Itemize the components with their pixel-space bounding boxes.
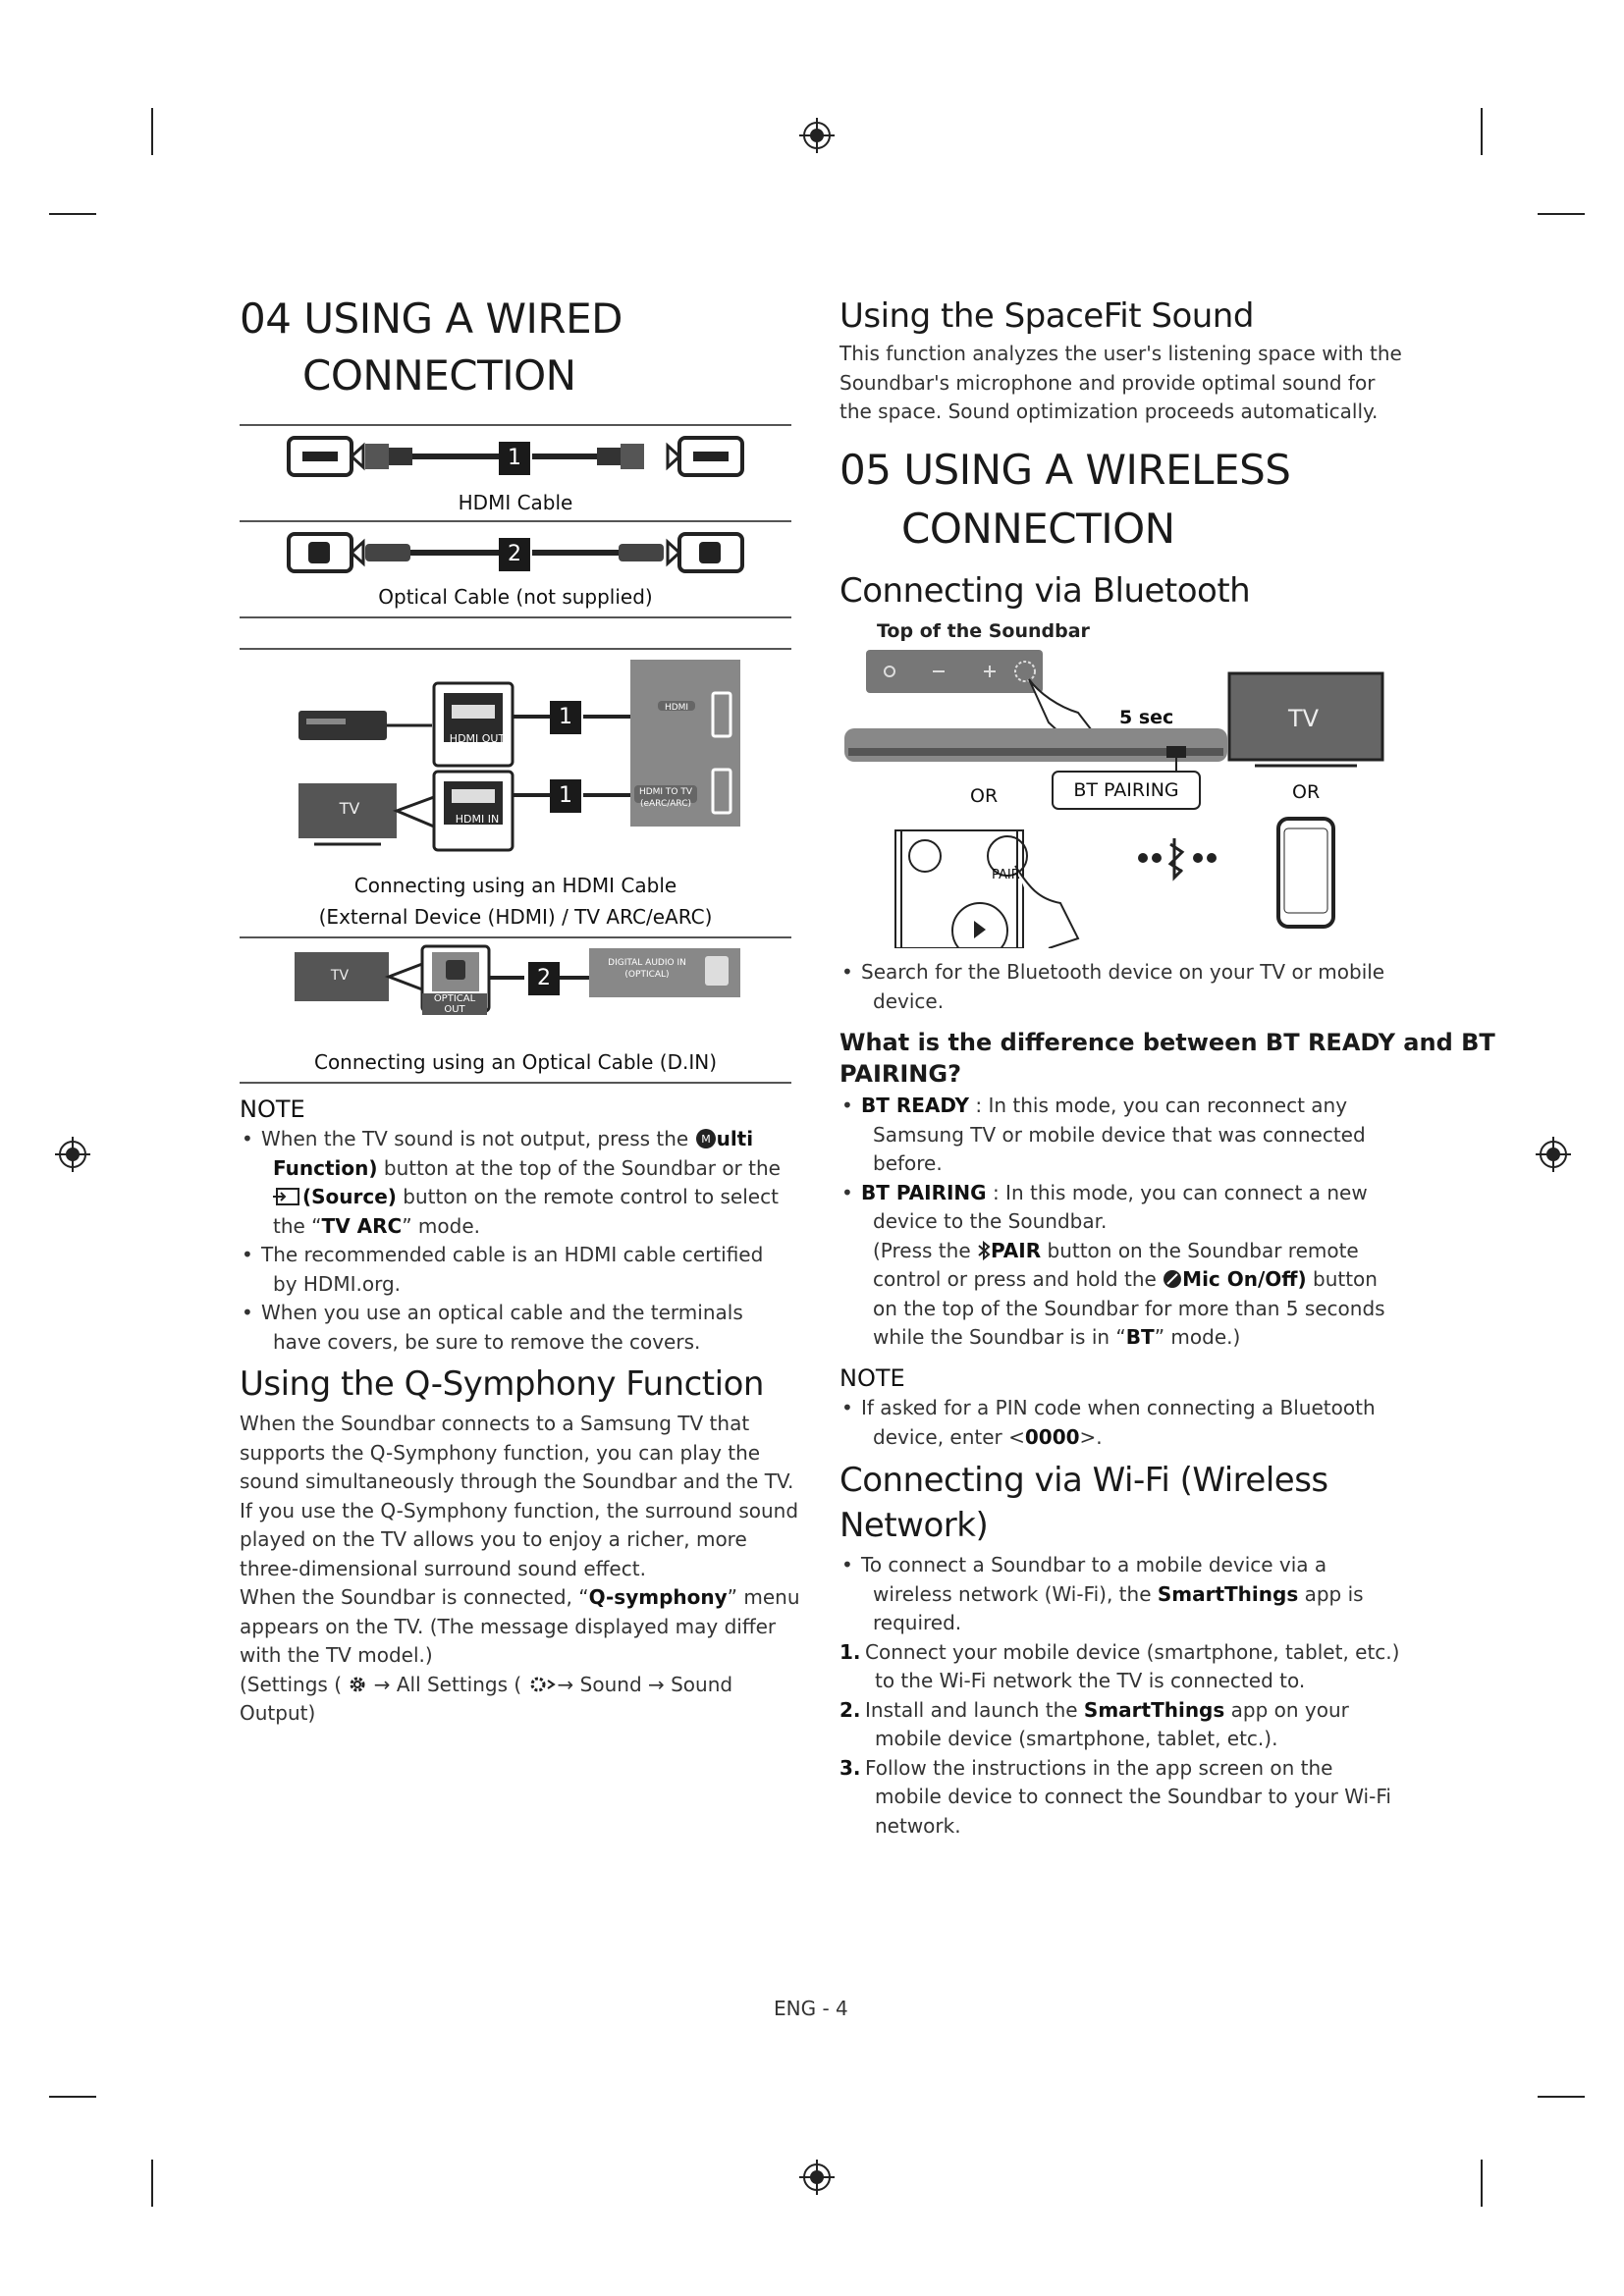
qsymphony-title: Using the Q-Symphony Function <box>240 1364 764 1404</box>
registration-mark-icon <box>1534 1135 1573 1174</box>
optical-badge-2: 2 <box>528 962 560 995</box>
wifi-bullet-item: • To connect a Soundbar to a mobile device via a wireless network (Wi-Fi), the SmartThings app is required. <box>839 1551 1438 1638</box>
five-sec-label: 5 sec <box>1119 707 1174 728</box>
divider <box>240 616 791 618</box>
divider <box>240 424 791 426</box>
hdmi-connection-diagram <box>295 660 746 852</box>
bt-mode-list <box>839 1092 1438 1353</box>
divider <box>240 648 791 650</box>
registration-mark-icon <box>53 1135 92 1174</box>
crop-mark <box>49 213 96 215</box>
cable-badge-2: 2 <box>499 538 530 571</box>
or-left-label: OR <box>970 785 999 807</box>
top-of-soundbar-label: Top of the Soundbar <box>877 620 1090 642</box>
bt-pairing-box-label: BT PAIRING <box>1073 779 1179 801</box>
wifi-step-2: 2. Install and launch the SmartThings app on your mobile device (smartphone, tablet, etc.). <box>839 1697 1349 1750</box>
wifi-step-3: 3. Follow the instructions in the app screen on the mobile device to connect the Soundbar to your Wi-Fi network. <box>839 1755 1391 1838</box>
bt-pairing-item: • BT PAIRING : In this mode, you can connect a new device to the Soundbar. (Press the PAIR button on the Soundbar remote control or press and hold the Mic On/Off) button on the top of the Soundbar for more than 5 seconds while the Soundbar is in “BT” mode.) <box>839 1179 1438 1353</box>
section-04-title-line2: CONNECTION <box>302 351 576 400</box>
wifi-title-2: Network) <box>839 1506 989 1545</box>
qsymphony-body: When the Soundbar connects to a Samsung TV that supports the Q-Symphony function, you can play the sound simultaneously through the Soundbar and the TV. If you use the Q-Symphony function, the surround sound played on the TV allows you to enjoy a richer, more three-dimensional surround sound effect. When the Soundbar is connected, “Q-symphony” menu appears on the TV. (The message displayed may differ with the TV model.) (Settings ( → All Settings ( → Sound → Sound Output) <box>240 1412 800 1725</box>
all-settings-icon <box>528 1675 558 1694</box>
hdmi-badge-1: 1 <box>550 701 581 734</box>
bt-note-list <box>839 1394 1438 1452</box>
hdmi-port-label: HDMI <box>664 703 689 713</box>
spacefit-title: Using the SpaceFit Sound <box>839 296 1254 336</box>
cable-badge-1: 1 <box>499 442 530 475</box>
hdmi-in-label: HDMI IN <box>455 813 500 826</box>
note-title: NOTE <box>240 1095 305 1123</box>
svg-text:M: M <box>700 1133 711 1146</box>
optical-diagram-caption: Connecting using an Optical Cable (D.IN) <box>313 1050 717 1074</box>
note-item: • When the TV sound is not output, press the M ulti Function) button at the top of the Soundbar or the (Source) button on the remote control to select the “TV ARC” mode. <box>240 1125 799 1241</box>
hdmi-out-label: HDMI OUT <box>449 732 506 745</box>
pair-button-label: PAIR <box>992 868 1020 882</box>
crop-mark <box>1481 108 1483 155</box>
note-item: • When you use an optical cable and the terminals have covers, be sure to remove the covers. <box>240 1299 799 1357</box>
crop-mark <box>151 108 153 155</box>
settings-gear-icon <box>348 1675 367 1694</box>
or-right-label: OR <box>1292 781 1321 803</box>
crop-mark <box>1481 2160 1483 2207</box>
hdmi-cable-label: HDMI Cable <box>458 491 573 514</box>
hdmi-to-tv-label: HDMI TO TV <box>638 787 693 797</box>
section-title-line1: USING A WIRED <box>303 294 623 343</box>
bt-diff-title-1: What is the difference between BT READY and BT <box>839 1029 1495 1056</box>
registration-mark-icon <box>797 116 837 155</box>
digital-in-label-1: DIGITAL AUDIO IN <box>608 958 686 968</box>
bluetooth-title: Connecting via Bluetooth <box>839 571 1251 611</box>
optical-out-label: OPTICAL OUT <box>422 993 487 1015</box>
wifi-bullet-list <box>839 1551 1438 1841</box>
registration-mark-icon <box>797 2158 837 2197</box>
page-number: ENG - 4 <box>774 1997 848 2020</box>
bt-diff-title-2: PAIRING? <box>839 1060 962 1088</box>
tv-label: TV <box>339 799 360 818</box>
bluetooth-icon <box>977 1241 991 1260</box>
hdmi-badge-1b: 1 <box>550 779 581 813</box>
crop-mark <box>1538 213 1585 215</box>
bt-note-title: NOTE <box>839 1364 905 1392</box>
multi-function-icon <box>695 1128 717 1149</box>
wifi-title-1: Connecting via Wi-Fi (Wireless <box>839 1461 1328 1500</box>
crop-mark <box>49 2096 96 2098</box>
bt-bullet-list <box>839 958 1429 1016</box>
section-04-title <box>240 291 623 347</box>
bt-ready-item: • BT READY : In this mode, you can reconnect any Samsung TV or mobile device that was connected before. <box>839 1092 1438 1179</box>
hdmi-diagram-caption-2: (External Device (HDMI) / TV ARC/eARC) <box>318 905 713 929</box>
divider <box>240 1082 791 1084</box>
digital-in-label-2: (OPTICAL) <box>624 970 670 980</box>
bt-bullet-item: • Search for the Bluetooth device on your TV or mobile device. <box>839 958 1429 1016</box>
section-number: 04 <box>240 294 292 343</box>
divider <box>240 936 791 938</box>
crop-mark <box>151 2160 153 2207</box>
optical-cable-label: Optical Cable (not supplied) <box>378 585 653 609</box>
note-item: • The recommended cable is an HDMI cable certified by HDMI.org. <box>240 1241 799 1299</box>
earc-label: (eARC/ARC) <box>639 799 692 809</box>
source-icon <box>273 1187 302 1206</box>
note-list <box>240 1125 799 1357</box>
wifi-step-1: 1. Connect your mobile device (smartphone, tablet, etc.) to the Wi-Fi network the TV is connected to. <box>839 1639 1400 1692</box>
bt-note-item: • If asked for a PIN code when connecting a Bluetooth device, enter <0000>. <box>839 1394 1438 1452</box>
arc-label: (ARC) <box>461 827 493 839</box>
mic-off-icon <box>1163 1269 1182 1289</box>
optical-tv-label: TV <box>330 968 350 984</box>
section-05-title <box>839 442 1290 499</box>
section-title-line1: USING A WIRELESS <box>903 446 1291 494</box>
crop-mark <box>1538 2096 1585 2098</box>
section-number: 05 <box>839 446 892 494</box>
spacefit-body: This function analyzes the user's listening space with the Soundbar's microphone and provide optimal sound for the space. Sound optimization proceeds automatically. <box>839 342 1402 423</box>
section-05-title-line2: CONNECTION <box>901 505 1175 553</box>
bt-tv-label: TV <box>1288 705 1320 732</box>
hdmi-diagram-caption-1: Connecting using an HDMI Cable <box>353 874 677 897</box>
divider <box>240 520 791 522</box>
